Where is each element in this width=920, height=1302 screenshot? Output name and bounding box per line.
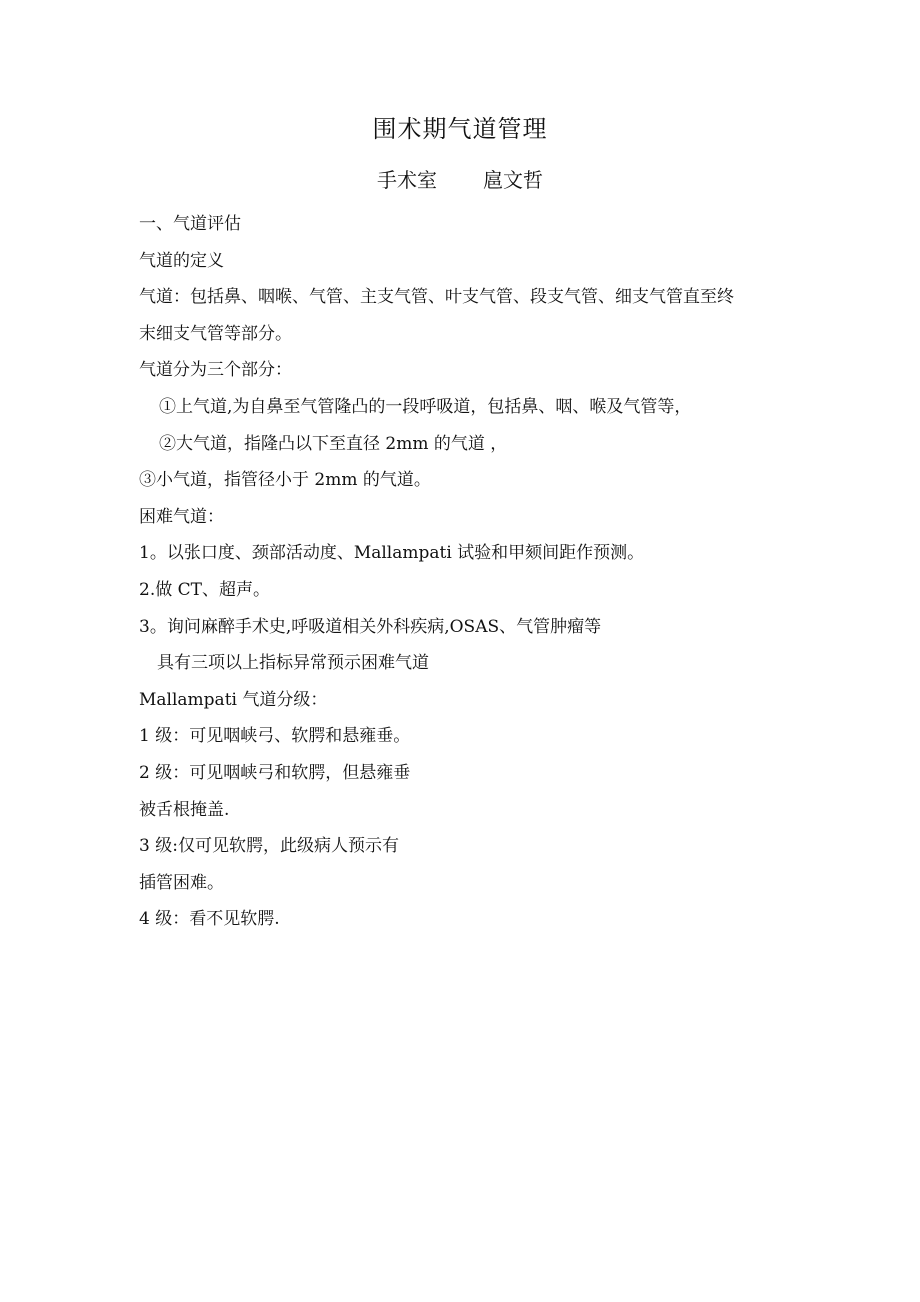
list-item: 2 级：可见咽峡弓和软腭，但悬雍垂 — [139, 762, 411, 783]
document-byline — [0, 165, 920, 195]
section-heading: 一、气道评估 — [139, 214, 241, 234]
list-item: 3。询问麻醉手术史,呼吸道相关外科疾病,OSAS、气管肿瘤等 — [139, 616, 602, 637]
document-title: 围术期气道管理 — [372, 115, 548, 143]
paragraph-line: 气道的定义 — [139, 250, 224, 271]
list-item: 1。以张口度、颈部活动度、Mallampati 试验和甲颏间距作预测。 — [139, 543, 645, 564]
list-item: 1 级：可见咽峡弓、软腭和悬雍垂。 — [139, 726, 411, 747]
list-item: 3 级:仅可见软腭，此级病人预示有 — [139, 836, 399, 857]
list-item: 4 级：看不见软腭. — [139, 909, 280, 930]
list-item: 2.做 CT、超声。 — [139, 579, 270, 600]
department-label: 手术室 — [377, 168, 437, 192]
list-item: ③小气道，指管径小于 2mm 的气道。 — [139, 470, 431, 491]
paragraph-line: Mallampati 气道分级： — [139, 689, 328, 710]
author-name: 扈文哲 — [483, 168, 543, 192]
paragraph-line: 被舌根掩盖. — [139, 799, 230, 820]
list-item: ②大气道，指隆凸以下至直径 2mm 的气道 ， — [159, 433, 508, 454]
paragraph-line: 困难气道： — [139, 506, 224, 527]
list-item: ①上气道,为自鼻至气管隆凸的一段呼吸道，包括鼻、咽、喉及气管等， — [159, 396, 692, 417]
paragraph-line: 气道：包括鼻、咽喉、气管、主支气管、叶支气管、段支气管、细支气管直至终 — [139, 287, 734, 308]
paragraph-line: 末细支气管等部分。 — [139, 323, 292, 344]
document-body — [139, 206, 799, 938]
paragraph-line: 具有三项以上指标异常预示困难气道 — [157, 653, 429, 674]
paragraph-line: 插管困难。 — [139, 872, 224, 893]
paragraph-line: 气道分为三个部分： — [139, 360, 292, 381]
